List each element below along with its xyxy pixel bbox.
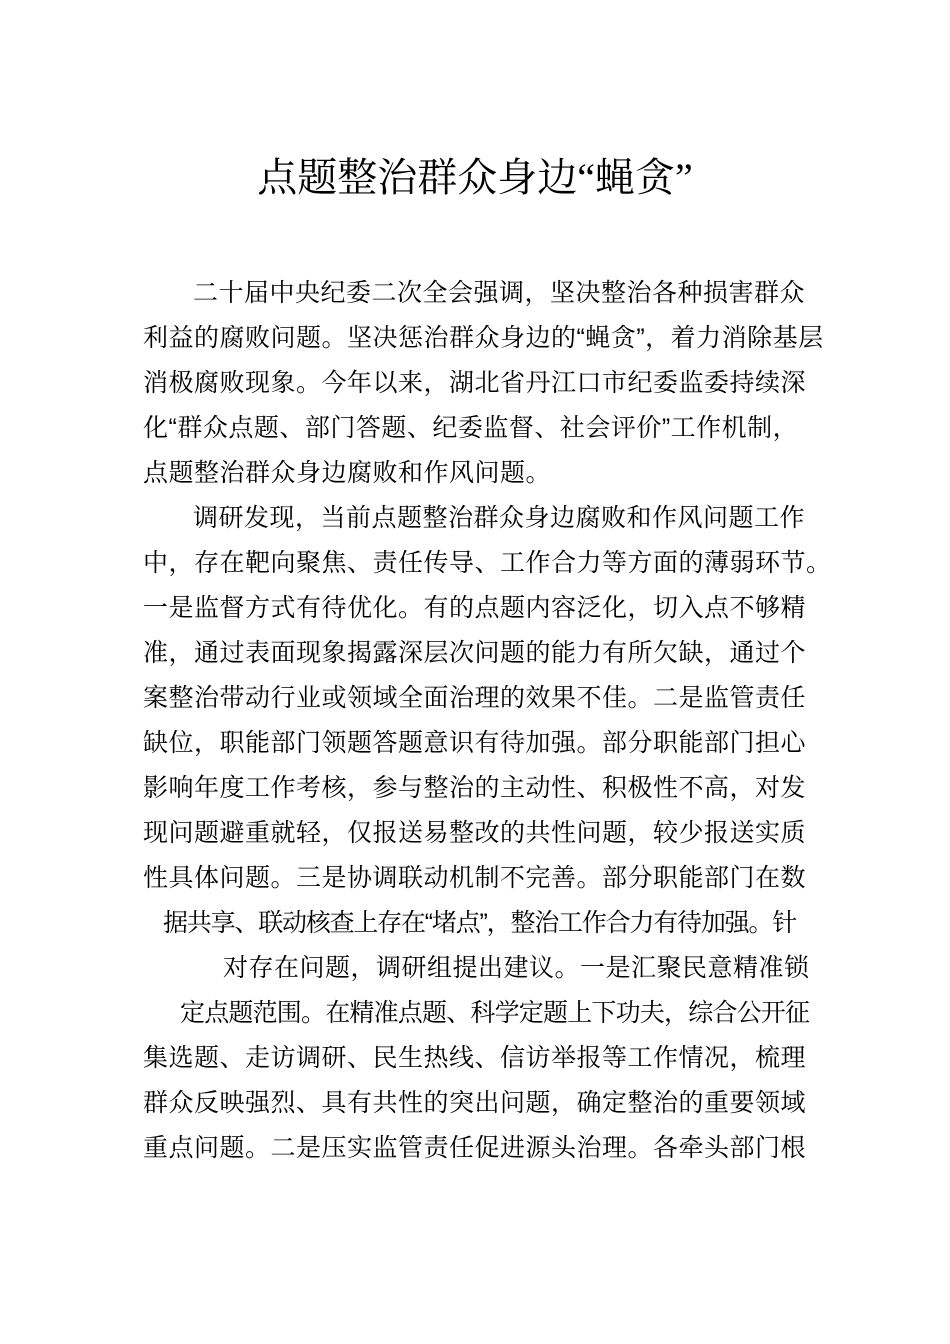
- document-body: [143, 271, 833, 1171]
- text-line: 化“群众点题、部门答题、纪委监督、社会评价”工作机制，: [143, 414, 799, 442]
- text-line: 影响年度工作考核，参与整治的主动性、积极性不高，对发: [143, 774, 807, 802]
- text-line: 缺位，职能部门领题答题意识有待加强。部分职能部门担心: [143, 729, 807, 757]
- text-line: 准，通过表面现象揭露深层次问题的能力有所欠缺，通过个: [143, 639, 807, 667]
- text-line: 现问题避重就轻，仅报送易整改的共性问题，较少报送实质: [143, 819, 807, 847]
- text-line: 据共享、联动核查上存在“堵点”，整治工作合力有待加强。针: [163, 909, 797, 937]
- text-line: 调研发现，当前点题整治群众身边腐败和作风问题工作: [193, 504, 806, 532]
- text-line: 案整治带动行业或领域全面治理的效果不佳。二是监管责任: [143, 684, 807, 712]
- paragraph-1: [143, 271, 833, 496]
- document-title: 点题整治群众身边“蝇贪”: [257, 155, 693, 200]
- text-line: 利益的腐败问题。坚决惩治群众身边的“蝇贪”，着力消除基层: [143, 324, 824, 352]
- text-line: 一是监督方式有待优化。有的点题内容泛化，切入点不够精: [143, 594, 807, 622]
- text-line: 集选题、走访调研、民生热线、信访举报等工作情况，梳理: [143, 1044, 807, 1072]
- paragraph-2: [143, 496, 833, 1171]
- text-line: 群众反映强烈、具有共性的突出问题，确定整治的重要领域: [143, 1089, 807, 1117]
- text-line: 中，存在靶向聚焦、责任传导、工作合力等方面的薄弱环节。: [143, 549, 832, 577]
- text-line: 定点题范围。在精准点题、科学定题上下功夫，综合公开征: [180, 999, 810, 1027]
- text-line: 性具体问题。三是协调联动机制不完善。部分职能部门在数: [143, 864, 807, 892]
- text-line: 点题整治群众身边腐败和作风问题。: [143, 459, 552, 487]
- text-line: 对存在问题，调研组提出建议。一是汇聚民意精准锁: [223, 954, 810, 982]
- text-line: 重点问题。二是压实监管责任促进源头治理。各牵头部门根: [143, 1134, 807, 1162]
- text-line: 消极腐败现象。今年以来，湖北省丹江口市纪委监委持续深: [143, 369, 807, 397]
- text-line: 二十届中央纪委二次全会强调，坚决整治各种损害群众: [193, 279, 806, 307]
